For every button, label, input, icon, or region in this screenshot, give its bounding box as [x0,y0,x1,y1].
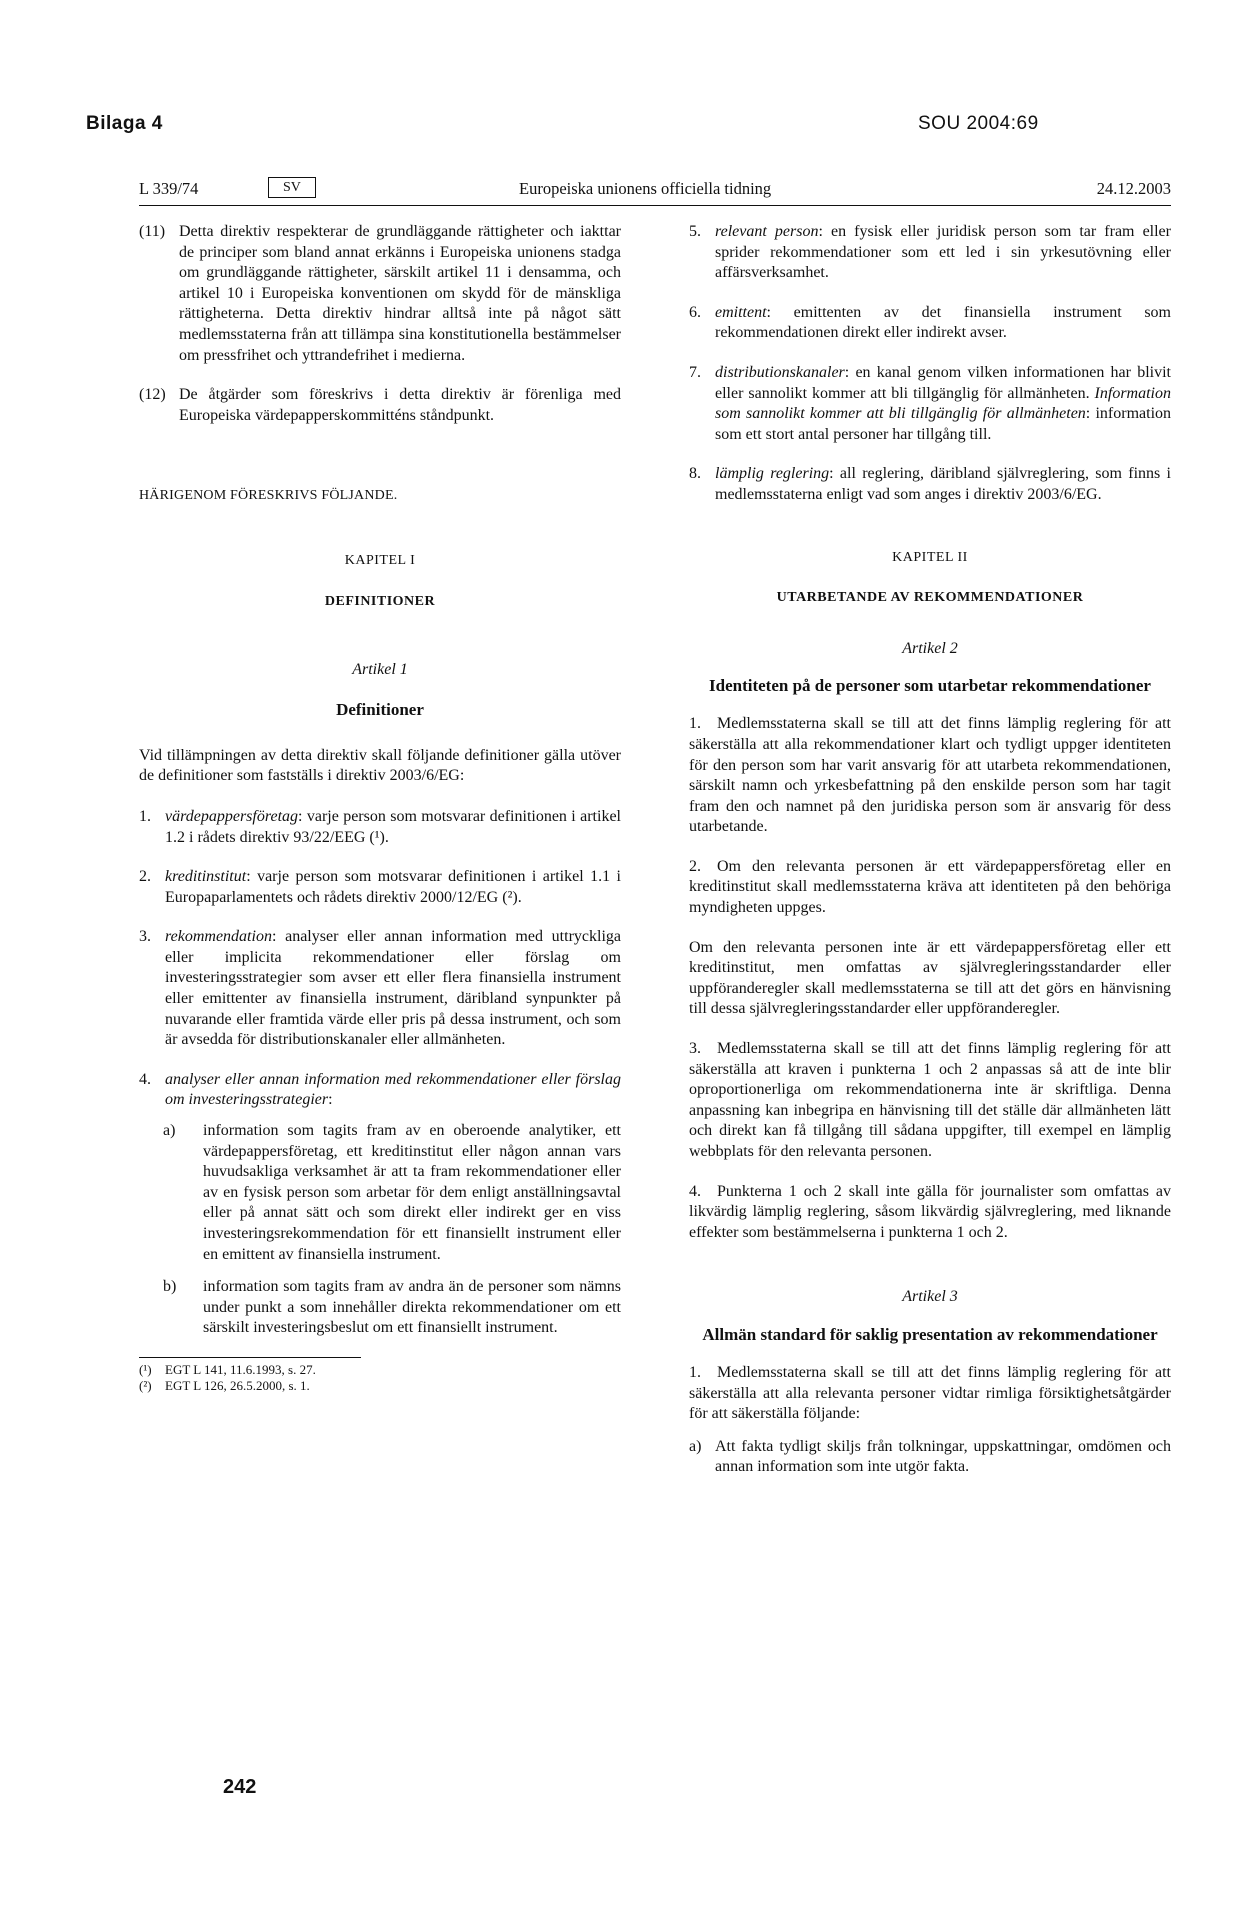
defined-term: relevant person [715,223,819,240]
definition-item [139,927,621,1051]
left-column [139,222,621,1394]
sub-item [139,1277,621,1339]
recital-text: Detta direktiv respekterar de grundläggande rättigheter och iakttar de principer som bland annat erkänns i Europeiska unionens stadga om grundläggande rättigheter, särskilt artikel 11 i densamma, och artikel 10 i Europeiska konventionen om skydd för de mänskliga rättigheterna. Detta direktiv hindrar alltså inte på något sätt medlemsstaterna från att tillämpa sina konstitutionella bestämmelser om pressfrihet och yttrandefrihet i medierna. [179,223,621,364]
recital-12 [139,385,621,426]
article-intro: Vid tillämpningen av detta direktiv skall följande definitioner gälla utöver de definitioner som fastställs i direktiv 2003/6/EG: [139,746,621,785]
definition-text: : information som ett stort antal personer har tillgång till. [715,405,1172,443]
defined-term: emittent [715,303,767,321]
article-number: Artikel 2 [902,639,958,657]
annex-label: Bilaga 4 [86,113,163,134]
article-paragraph: 2. Om den relevanta personen är ett värdepappersföretag eller en kreditinstitut skall medlemsstaterna kräva att identiteten på den behöriga myndigheten uppges. [689,857,1171,917]
footnote-marker: (²) [139,1377,152,1393]
footnote-marker: (¹) [139,1361,152,1377]
header-rule [139,205,1171,206]
article-paragraph: 3. Medlemsstaterna skall se till att det finns lämplig reglering för att säkerställa att kraven i punkterna 1 och 2 anpassas så att de inte blir oproportionerliga om rekommendationerna inte är skriftliga. Denna anpassning kan inbegripa en hänvisning till det ställe där allmänheten lätt och direkt kan få tillgång till sådana uppgifter, till exempel en lämplig webbplats för den relevanta personen. [689,1040,1171,1160]
article-title: Allmän standard för saklig presentation av rekommendationer [702,1324,1158,1344]
article-paragraph: 4. Punkterna 1 och 2 skall inte gälla för journalister som omfattas av likvärdig lämplig reglering, såsom likvärdig självreglering, med liknande effekter som bestämmelserna i punkterna 1 och 2. [689,1182,1171,1241]
footnote-rule [139,1357,361,1358]
article-paragraph: Om den relevanta personen inte är ett värdepappersföretag eller ett kreditinstitut, men omfattas av självregleringsstandarder eller uppföranderegler skall medlemsstaterna se till att det görs en hänvisning till dessa självregleringsstandarder eller uppföranderegler. [689,938,1171,1018]
sub-item-letter: a) [163,1122,176,1140]
recital-number: (11) [139,223,166,240]
definition-text: : emittenten av det finansiella instrument som rekommendationen direkt eller indirekt avser. [715,303,1171,342]
sub-item-letter: a) [689,1437,702,1455]
journal-date: 24.12.2003 [1096,179,1171,198]
sub-item-text: information som tagits fram av andra än de personer som nämns under punkt a som innehåller direkta rekommendationer om ett särskilt investeringsbeslut om ett finansiellt instrument. [203,1278,621,1337]
footnote [139,1362,621,1378]
defined-term: lämplig reglering [715,465,830,483]
right-column [689,222,1171,1478]
chapter-heading: KAPITEL I [344,552,416,568]
item-number: 3. [139,928,151,946]
article-number: Artikel 1 [352,661,408,679]
article-title: Identiteten på de personer som utarbetar rekommendationer [709,676,1151,696]
journal-header [139,177,1171,203]
enacting-formula: HÄRIGENOM FÖRESKRIVS FÖLJANDE. [139,488,398,504]
recital-number: (12) [139,386,166,404]
definition-item [689,303,1171,344]
sub-item [139,1121,621,1265]
definition-text: : all reglering, däribland självreglering, som finns i medlemsstaterna enligt vad som anges i direktiv 2003/6/EG. [715,465,1171,503]
journal-ref: L 339/74 [139,179,199,198]
item-number: 5. [689,223,701,240]
report-reference: SOU 2004:69 [918,113,1039,134]
sub-item [689,1437,1171,1478]
chapter-heading: KAPITEL II [892,549,968,565]
article-title: Definitioner [336,699,424,719]
defined-term: distributionskanaler [715,363,845,381]
defined-term: rekommendation [165,928,272,946]
definition-item [689,222,1171,284]
chapter-title: DEFINITIONER [324,593,436,609]
defined-term: Information som sannolikt kommer att bli tillgänglig för allmänheten [715,384,1171,423]
definition-item [139,1070,621,1111]
item-number: 4. [139,1070,151,1088]
definition-item [139,867,621,908]
chapter-title: UTARBETANDE AV REKOMMENDATIONER [776,590,1084,606]
item-number: 7. [689,363,701,381]
definition-item [139,807,621,848]
defined-term: analyser eller annan information med rekommendationer eller förslag om investeringsstrategier [165,1070,621,1109]
sub-item-text: information som tagits fram av en oberoende analytiker, ett värdepappersföretag, ett kreditinstitut eller någon annan vars huvudsakliga verksamhet är att ta fram rekommendationer eller av en fysisk person som arbetar för dem enligt anställningsavtal eller på annat sätt och som direkt eller indirekt ger en viss investeringsrekommendation för ett finansiellt instrument eller en emittent av finansiella instrument. [203,1122,621,1263]
footnote [139,1378,621,1394]
definition-text: : en fysisk eller juridisk person som tar fram eller sprider rekommendationer som ett led i sin yrkesutövning eller affärsverksamhet. [715,223,1171,282]
definition-text: : varje person som motsvarar definitionen i artikel 1.2 i rådets direktiv 93/22/EEG (¹). [165,807,621,846]
defined-term: värdepappersföretag [165,807,299,825]
definition-text: : varje person som motsvarar definitionen i artikel 1.1 i Europaparlamentets och rådets direktiv 2000/12/EG (²). [165,868,621,906]
item-number: 1. [139,807,151,825]
sub-item-letter: b) [163,1278,177,1296]
recital-11 [139,222,621,366]
definition-text: : [328,1091,333,1109]
sub-item-text: Att fakta tydligt skiljs från tolkningar, uppskattningar, omdömen och annan information som inte utgör fakta. [715,1437,1171,1476]
definition-item [689,363,1171,445]
page-number: 242 [223,1776,257,1798]
definition-item [689,464,1171,505]
item-number: 2. [139,868,151,886]
footnote-text: EGT L 141, 11.6.1993, s. 27. [165,1361,316,1377]
article-paragraph: 1. Medlemsstaterna skall se till att det finns lämplig reglering för att säkerställa att alla rekommendationer klart och tydligt uppger identiteten för den person som har varit ansvarig för att utarbeta rekommendationen, särskilt namn och yrkesbefattning på den enskilde person som har tagit fram den och namnet på den juridiska person som är ansvarig för dess utarbetande. [689,715,1171,836]
article-number: Artikel 3 [902,1288,958,1306]
definition-text: : en kanal genom vilken informationen har blivit eller sannolikt kommer att bli tillgänglig för allmänheten. [715,363,1171,402]
article-paragraph: 1. Medlemsstaterna skall se till att det finns lämplig reglering för att säkerställa att alla relevanta personer vidtar rimliga försiktighetsåtgärder för att säkerställa följande: [689,1363,1171,1423]
language-box: SV [268,177,316,198]
item-number: 8. [689,465,701,483]
item-number: 6. [689,303,701,321]
journal-title: Europeiska unionens officiella tidning [519,179,772,198]
definition-text: : analyser eller annan information med uttryckliga eller implicita rekommendationer eller förslag om investeringsstrategier som avser ett eller flera finansiella instrument eller emittenter av finansiella instrument, däribland synpunkter på nuvarande eller framtida värde eller pris på dessa instrument, och som är avsedda för distributionskanaler eller allmänheten. [165,928,621,1049]
defined-term: kreditinstitut [165,868,247,886]
recital-text: De åtgärder som föreskrivs i detta direktiv är förenliga med Europeiska värdepapperskommitténs ståndpunkt. [179,386,621,424]
footnote-text: EGT L 126, 26.5.2000, s. 1. [165,1377,310,1393]
